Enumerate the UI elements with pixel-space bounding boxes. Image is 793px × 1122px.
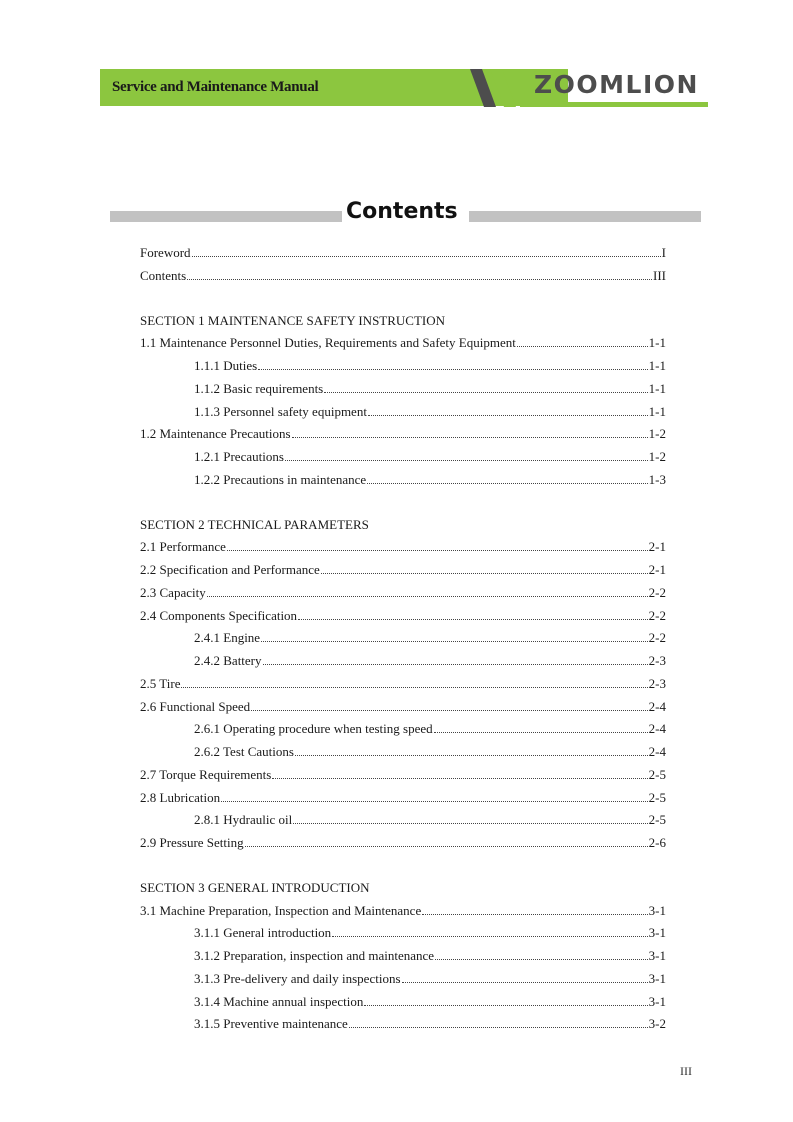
zoomlion-logo: ZOOMLION bbox=[534, 70, 699, 99]
toc-entry-page: 2-1 bbox=[648, 539, 666, 555]
toc-entry-label: 2.5 Tire bbox=[140, 675, 181, 691]
toc-entry-page: 2-3 bbox=[648, 653, 666, 668]
toc-entry-label: 3.1.2 Preparation, inspection and maintenance bbox=[194, 948, 435, 963]
toc-entry-page: 2-4 bbox=[648, 744, 666, 759]
toc-entry-page: 2-4 bbox=[648, 698, 666, 714]
toc-entry-label: 3.1.4 Machine annual inspection bbox=[194, 993, 364, 1009]
toc-leader-dots bbox=[295, 744, 648, 756]
toc-leader-dots bbox=[258, 358, 647, 370]
toc-entry[interactable] bbox=[194, 448, 666, 466]
toc-leader-dots bbox=[272, 767, 647, 779]
toc-entry-label: 1.2.1 Precautions bbox=[194, 449, 284, 464]
toc-entry-page: 2-3 bbox=[648, 675, 666, 691]
toc-entry-page: 1-2 bbox=[648, 449, 666, 464]
toc-entry[interactable] bbox=[194, 471, 666, 489]
toc-entry[interactable] bbox=[194, 993, 666, 1011]
toc-leader-dots bbox=[364, 994, 647, 1006]
toc-entry-label: 1.2.2 Precautions in maintenance bbox=[194, 471, 367, 487]
toc-entry-label: 3.1 Machine Preparation, Inspection and Maintenance bbox=[140, 902, 422, 918]
toc-entry-page: 3-1 bbox=[648, 925, 666, 941]
toc-leader-dots bbox=[292, 426, 648, 438]
section-heading: SECTION 3 GENERAL INTRODUCTION bbox=[140, 879, 370, 895]
toc-entry-label: 2.8 Lubrication bbox=[140, 789, 221, 805]
toc-entry-page: 2-5 bbox=[648, 812, 666, 828]
logo-underline bbox=[520, 102, 708, 107]
toc-entry[interactable] bbox=[140, 244, 666, 262]
toc-leader-dots bbox=[251, 699, 648, 711]
toc-entry-page: 2-5 bbox=[648, 789, 666, 805]
toc-entry-label: Foreword bbox=[140, 245, 191, 260]
toc-entry[interactable] bbox=[194, 357, 666, 375]
toc-entry-page: 1-1 bbox=[648, 335, 666, 351]
toc-entry[interactable] bbox=[140, 789, 666, 807]
toc-leader-dots bbox=[435, 948, 648, 960]
toc-leader-dots bbox=[422, 903, 647, 915]
toc-leader-dots bbox=[207, 585, 648, 597]
toc-leader-dots bbox=[285, 449, 648, 461]
toc-entry-page: 1-2 bbox=[648, 426, 666, 442]
toc-entry-label: Contents bbox=[140, 267, 187, 283]
toc-entry[interactable] bbox=[194, 629, 666, 647]
toc-entry-page: 2-6 bbox=[648, 835, 666, 850]
toc-entry[interactable] bbox=[140, 425, 666, 443]
toc-entry-page: 2-2 bbox=[648, 607, 666, 623]
toc-entry-label: 3.1.5 Preventive maintenance bbox=[194, 1016, 348, 1032]
toc-entry-page: 2-2 bbox=[648, 584, 666, 600]
toc-leader-dots bbox=[324, 381, 647, 393]
toc-entry[interactable] bbox=[194, 1015, 666, 1033]
toc-leader-dots bbox=[221, 790, 648, 802]
toc-entry[interactable] bbox=[140, 538, 666, 556]
toc-leader-dots bbox=[298, 608, 648, 620]
toc-entry-page: 3-1 bbox=[648, 902, 666, 918]
toc-entry[interactable] bbox=[194, 970, 666, 988]
toc-entry-label: 1.1.3 Personnel safety equipment bbox=[194, 403, 367, 419]
section-heading: SECTION 2 TECHNICAL PARAMETERS bbox=[140, 516, 369, 532]
toc-entry-page: 3-2 bbox=[648, 1016, 666, 1032]
toc-entry-label: 2.6.1 Operating procedure when testing speed bbox=[194, 721, 433, 737]
toc-entry[interactable] bbox=[140, 675, 666, 693]
toc-entry-page: 2-2 bbox=[648, 630, 666, 646]
toc-entry-label: 1.1.2 Basic requirements bbox=[194, 380, 324, 396]
toc-entry-page: 1-3 bbox=[648, 471, 666, 487]
toc-entry[interactable] bbox=[194, 403, 666, 421]
toc-entry[interactable] bbox=[194, 652, 666, 670]
toc-entry[interactable] bbox=[140, 584, 666, 602]
toc-leader-dots bbox=[245, 835, 648, 847]
toc-leader-dots bbox=[402, 971, 648, 983]
toc-entry-label: 2.4.2 Battery bbox=[194, 653, 262, 668]
toc-leader-dots bbox=[181, 676, 647, 688]
heading-bar-right bbox=[469, 211, 701, 222]
toc-entry-page: 2-5 bbox=[648, 766, 666, 782]
toc-leader-dots bbox=[434, 721, 648, 733]
toc-entry-label: 2.4.1 Engine bbox=[194, 630, 261, 646]
toc-entry[interactable] bbox=[140, 561, 666, 579]
heading-bar-left bbox=[110, 211, 342, 222]
toc-entry[interactable] bbox=[194, 811, 666, 829]
toc-entry[interactable] bbox=[140, 766, 666, 784]
toc-entry-label: 2.6.2 Test Cautions bbox=[194, 744, 294, 759]
toc-entry-page: 2-4 bbox=[648, 721, 666, 737]
toc-leader-dots bbox=[293, 812, 647, 824]
toc-entry-page: 3-1 bbox=[648, 970, 666, 986]
toc-entry[interactable] bbox=[140, 834, 666, 852]
toc-entry-label: 1.1.1 Duties bbox=[194, 358, 258, 373]
toc-entry[interactable] bbox=[140, 902, 666, 920]
toc-entry-label: 2.4 Components Specification bbox=[140, 607, 298, 623]
page-number: III bbox=[680, 1064, 692, 1078]
toc-leader-dots bbox=[368, 404, 648, 416]
toc-entry[interactable] bbox=[194, 924, 666, 942]
toc-entry[interactable] bbox=[194, 380, 666, 398]
toc-leader-dots bbox=[263, 653, 648, 665]
toc-entry[interactable] bbox=[140, 334, 666, 352]
toc-entry-page: 3-1 bbox=[648, 993, 666, 1009]
toc-leader-dots bbox=[261, 630, 648, 642]
toc-entry-page: 2-1 bbox=[648, 562, 666, 577]
toc-entry-page: III bbox=[653, 267, 666, 283]
toc-entry-label: 3.1.3 Pre-delivery and daily inspections bbox=[194, 970, 401, 986]
toc-entry-label: 1.2 Maintenance Precautions bbox=[140, 426, 291, 442]
toc-entry-label: 2.1 Performance bbox=[140, 539, 226, 555]
toc-leader-dots bbox=[227, 539, 648, 551]
section-heading: SECTION 1 MAINTENANCE SAFETY INSTRUCTION bbox=[140, 312, 446, 328]
toc-entry-label: 2.3 Capacity bbox=[140, 584, 206, 600]
toc-entry[interactable] bbox=[140, 698, 666, 716]
toc-entry-label: 3.1.1 General introduction bbox=[194, 925, 332, 941]
toc-entry-label: 2.2 Specification and Performance bbox=[140, 562, 320, 577]
toc-entry[interactable] bbox=[194, 947, 666, 965]
toc-entry-label: 1.1 Maintenance Personnel Duties, Requirements and Safety Equipment bbox=[140, 335, 516, 351]
toc-leader-dots bbox=[349, 1016, 648, 1028]
toc-entry-page: 1-1 bbox=[648, 358, 666, 373]
toc-leader-dots bbox=[192, 245, 661, 257]
toc-entry-page: 1-1 bbox=[648, 380, 666, 396]
page-title: Contents bbox=[346, 199, 458, 224]
toc-entry[interactable] bbox=[194, 743, 666, 761]
manual-title: Service and Maintenance Manual bbox=[112, 79, 319, 95]
toc-leader-dots bbox=[187, 268, 652, 280]
toc-entry-page: I bbox=[661, 245, 666, 260]
toc-entry[interactable] bbox=[194, 720, 666, 738]
toc-leader-dots bbox=[367, 472, 647, 484]
toc-entry-page: 3-1 bbox=[648, 948, 666, 963]
toc-entry[interactable] bbox=[140, 607, 666, 625]
toc-leader-dots bbox=[332, 925, 647, 937]
toc-entry-label: 2.8.1 Hydraulic oil bbox=[194, 812, 293, 828]
toc-entry-label: 2.9 Pressure Setting bbox=[140, 835, 244, 850]
toc-leader-dots bbox=[517, 335, 648, 347]
toc-entry-page: 1-1 bbox=[648, 403, 666, 419]
toc-leader-dots bbox=[321, 562, 648, 574]
toc-entry-label: 2.7 Torque Requirements bbox=[140, 766, 272, 782]
toc-entry[interactable] bbox=[140, 267, 666, 285]
toc-entry-label: 2.6 Functional Speed bbox=[140, 698, 251, 714]
